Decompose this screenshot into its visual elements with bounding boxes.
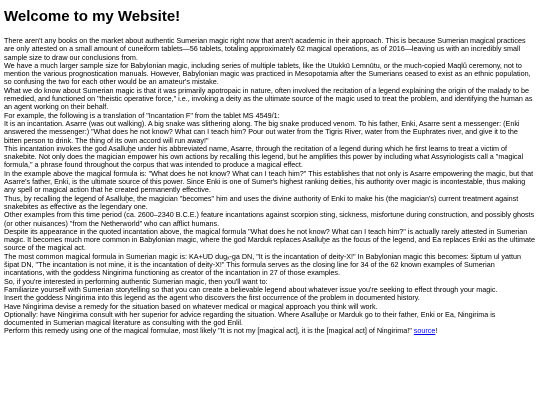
paragraph: Optionally: have Ningirima consult with her superior for advice regarding the situation. Where Asalluḫe or Marduk go to their father, Enki or Ea, Ningirima is documented in Sumerian magical literature as consulting with the god Enlil. [4, 309, 496, 328]
paragraph: The most common magical formula in Sumerian magic is: KA+UD dugₓ-ga DN, "It is the incantation of deity-X!" In Babylonian magic this becomes: šiptum ul yattun šipat DN, "The incantation is not mine, it is the incantation of deity-X!" This formula serves as the closing line for 34 of the 62 known examples of Sumerian incantations, with the goddess Ningirima functioning as creator of the incantation in 27 of those examples. [4, 251, 522, 278]
final-punctuation: ! [435, 326, 438, 336]
paragraph: So, if you're interested in performing authentic Sumerian magic, then you'll want to: [4, 276, 268, 286]
paragraph: We have a much larger sample size for Babylonian magic, including series of multiple tablets, like the Utukkū Lemnūtu, or the much-copied Maqlû ceremony, not to mention the various prognostication manuals. However, Babylonian magic was practiced in Mesopotamia after the Sumerians ceased to exist as an ethnic population, so confusing the two for each other would be an amateur's mistake. [4, 60, 531, 87]
paragraph: Have Ningirima devise a remedy for the situation based on whatever medical or magical approach you think will work. [4, 301, 378, 311]
article-body [4, 37, 536, 336]
final-paragraph [4, 327, 536, 335]
final-paragraph-text: Perform this remedy using one of the magical formulae, most likely "It is not my [magical act], it is the [magical act] of Ningirima!" [4, 326, 414, 336]
paragraph: It is an incantation. Asarre (was out walking). A big snake was slithering along. The big snake produced venom. To his father, Enki, Asarre sent a messenger: (Enki answered the messenger:) "What does he not know? What can I teach him? Pour out water from the Tigris River, water from the Euphrates river, and give it to the bitten person to drink. The thing of its own accord will run away!" [4, 118, 520, 145]
paragraph: Despite its appearance in the quoted incantation above, the magical formula "What does he not know? What can I teach him?" is actually rarely attested in Sumerian magic. It becomes much more common in Babylonian magic, where the god Marduk replaces Asalluḫe as the focus of the legend, and Ea replaces Enki as the ultimate source of the magical act. [4, 226, 535, 253]
paragraph: There aren't any books on the market about authentic Sumerian magic right now that aren't academic in their approach. This is because Sumerian magical practices are only attested on a small amount of cuneiform tablets—56 tablets, totaling approximately 62 magical operations, as of 2016—leaving us with an incredibly small sample size to draw our conclusions from. [4, 36, 526, 62]
paragraph: Thus, by recalling the legend of Asalluḫe, the magician "becomes" him and uses the divine authority of Enki to make his (the magician's) current treatment against snakebites as effective as the legendary one. [4, 193, 519, 211]
paragraph: What we do know about Sumerian magic is that it was primarily apotropaic in nature, often involved the recitation of a legend explaining the origin of the malady to be remedied, and functioned on "theistic operative force," i.e., invoking a deity as the ultimate source of the magic used to treat the problem, and identifying the human as an agent working on their behalf. [4, 85, 533, 112]
paragraph: For example, the following is a translation of "Incantation F" from the tablet MS 4549/1: [4, 110, 280, 120]
page-title: Welcome to my Website! [4, 8, 181, 25]
source-link[interactable]: source [413, 326, 436, 336]
paragraph: Familiarize yourself with Sumerian storytelling so that you can create a believable legend about whatever issue you're seeking to effect through your magic. [4, 284, 498, 294]
paragraph: This incantation invokes the god Asalluḫe under his abbreviated name, Asarre, through the recitation of a legend during which he first learns to treat a victim of snakebite. Not only does the magician empower his own actions by recalling this legend, but he amplifies this power by including what Assyriologists call a "magical formula," a phrase found throughout the corpus that was intended to produce a magical effect. [4, 143, 524, 170]
paragraph: In the example above the magical formula is: "What does he not know? What can I teach him?" This establishes that not only is Asarre empowering the magic, but that Asarre's father, Enki, is the ultimate source of this power. Since Enki is one of Sumer's highest ranking deities, his authority over magic is incontestable, thus making any spell or magical action that he created permanently effective. [4, 168, 534, 195]
paragraph: Other examples from this time period (ca. 2600–2340 B.C.E.) feature incantations against scorpion sting, sickness, misfortune during construction, and possibly ghosts (or other nuisances) "from the Netherworld" who can afflict humans. [4, 210, 535, 228]
paragraph: Insert the goddess Ningirima into this legend as the agent who discovers the first occurrence of the problem in documented history. [4, 293, 420, 303]
